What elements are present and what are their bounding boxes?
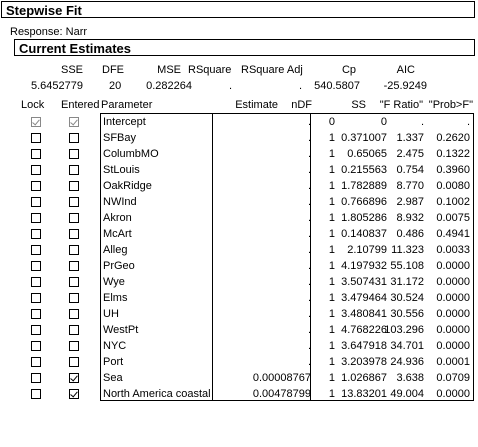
estimate-cell: . xyxy=(307,164,311,176)
ndf-cell: 1 xyxy=(328,292,335,304)
entered-checkbox[interactable] xyxy=(69,213,79,223)
fratio-cell: 31.172 xyxy=(390,276,424,288)
entered-checkbox[interactable] xyxy=(69,309,79,319)
prob-cell: 0.3960 xyxy=(436,164,470,176)
table-row xyxy=(101,242,473,258)
table-row xyxy=(101,162,473,178)
lock-checkbox xyxy=(31,117,41,127)
parameter-cell: North America coastal xyxy=(103,388,211,400)
parameter-cell: UH xyxy=(103,308,119,320)
estimate-cell: . xyxy=(307,132,311,144)
prob-cell: 0.0000 xyxy=(436,340,470,352)
sse-value: 5.6452779 xyxy=(31,80,83,92)
estimate-cell: . xyxy=(307,356,311,368)
lock-checkbox[interactable] xyxy=(31,373,41,383)
estimate-cell: . xyxy=(307,324,311,336)
estimate-cell: . xyxy=(307,244,311,256)
table-row xyxy=(101,354,473,370)
parameter-cell: OakRidge xyxy=(103,180,152,192)
entered-checkbox[interactable] xyxy=(69,181,79,191)
ndf-cell: 1 xyxy=(328,308,335,320)
ss-cell: 1.782889 xyxy=(341,180,387,192)
table-row xyxy=(101,178,473,194)
prob-cell: 0.0001 xyxy=(436,356,470,368)
parameter-cell: PrGeo xyxy=(103,260,135,272)
table-row xyxy=(101,194,473,210)
entered-checkbox[interactable] xyxy=(69,373,79,383)
parameter-cell: WestPt xyxy=(103,324,139,336)
prob-cell: 0.1002 xyxy=(436,196,470,208)
parameter-cell: Intercept xyxy=(103,116,146,128)
ss-cell: 0.140837 xyxy=(341,228,387,240)
fratio-cell: 2.475 xyxy=(396,148,424,160)
response-label: Response: Narr xyxy=(10,26,88,38)
ss-cell: 1.805286 xyxy=(341,212,387,224)
prob-cell: 0.0075 xyxy=(436,212,470,224)
parameter-cell: Sea xyxy=(103,372,123,384)
fratio-cell: 8.770 xyxy=(396,180,424,192)
ss-cell: 0.65065 xyxy=(347,148,387,160)
lock-checkbox[interactable] xyxy=(31,277,41,287)
table-row xyxy=(101,338,473,354)
ss-cell: 3.507431 xyxy=(341,276,387,288)
prob-cell: 0.0709 xyxy=(436,372,470,384)
sse-header: SSE xyxy=(60,64,83,76)
prob-column-header: "Prob>F" xyxy=(428,99,473,111)
fratio-cell: 49.004 xyxy=(390,388,424,400)
current-estimates-header[interactable]: Current Estimates xyxy=(14,39,475,56)
prob-cell: 0.0000 xyxy=(436,292,470,304)
prob-cell: 0.0000 xyxy=(436,276,470,288)
fratio-cell: 2.987 xyxy=(396,196,424,208)
fratio-cell: 0.486 xyxy=(396,228,424,240)
parameter-cell: SFBay xyxy=(103,132,137,144)
estimate-cell: . xyxy=(307,260,311,272)
ndf-column-header: nDF xyxy=(291,99,312,111)
ss-cell: 3.479464 xyxy=(341,292,387,304)
table-row xyxy=(101,146,473,162)
ndf-cell: 1 xyxy=(328,164,335,176)
ss-cell: 0 xyxy=(380,116,387,128)
fratio-cell: 55.108 xyxy=(390,260,424,272)
lock-checkbox[interactable] xyxy=(31,165,41,175)
entered-checkbox[interactable] xyxy=(69,245,79,255)
fratio-cell: 8.932 xyxy=(396,212,424,224)
prob-cell: 0.1322 xyxy=(436,148,470,160)
parameter-column-header: Parameter xyxy=(101,99,153,111)
table-row xyxy=(101,290,473,306)
fratio-cell: 30.556 xyxy=(390,308,424,320)
estimate-cell: 0.00008767 xyxy=(252,372,311,384)
entered-checkbox[interactable] xyxy=(69,277,79,287)
lock-checkbox[interactable] xyxy=(31,309,41,319)
fratio-cell: 34.701 xyxy=(390,340,424,352)
lock-column-header: Lock xyxy=(21,99,45,111)
prob-cell: 0.2620 xyxy=(436,132,470,144)
ndf-cell: 1 xyxy=(328,132,335,144)
entered-checkbox xyxy=(69,117,79,127)
ss-cell: 1.026867 xyxy=(341,372,387,384)
entered-checkbox[interactable] xyxy=(69,197,79,207)
entered-checkbox[interactable] xyxy=(69,149,79,159)
lock-checkbox[interactable] xyxy=(31,181,41,191)
entered-checkbox[interactable] xyxy=(69,229,79,239)
ndf-cell: 1 xyxy=(328,212,335,224)
lock-checkbox[interactable] xyxy=(31,357,41,367)
table-row xyxy=(101,370,473,386)
lock-checkbox[interactable] xyxy=(31,245,41,255)
table-row xyxy=(101,226,473,242)
table-row xyxy=(101,258,473,274)
fratio-cell: 30.524 xyxy=(390,292,424,304)
parameter-cell: Wye xyxy=(103,276,125,288)
estimate-column-header: Estimate xyxy=(235,99,278,111)
entered-column-header: Entered xyxy=(61,99,100,111)
parameter-cell: StLouis xyxy=(103,164,140,176)
ss-cell: 4.768226 xyxy=(341,324,387,336)
parameter-cell: NYC xyxy=(103,340,127,352)
fratio-cell: 1.337 xyxy=(396,132,424,144)
lock-checkbox[interactable] xyxy=(31,133,41,143)
fratio-cell: 3.638 xyxy=(396,372,424,384)
table-row xyxy=(101,386,473,402)
entered-checkbox[interactable] xyxy=(69,133,79,143)
ss-cell: 4.197932 xyxy=(341,260,387,272)
fratio-column-header: "F Ratio" xyxy=(379,99,423,111)
table-row xyxy=(101,306,473,322)
prob-cell: 0.0000 xyxy=(436,388,470,400)
lock-checkbox[interactable] xyxy=(31,213,41,223)
mse-header: MSE xyxy=(157,64,181,76)
entered-checkbox[interactable] xyxy=(69,165,79,175)
lock-checkbox[interactable] xyxy=(31,389,41,399)
prob-cell: 0.4941 xyxy=(436,228,470,240)
fratio-cell: 11.323 xyxy=(391,244,424,256)
entered-checkbox[interactable] xyxy=(69,357,79,367)
prob-cell: 0.0080 xyxy=(436,180,470,192)
ndf-cell: 1 xyxy=(328,340,335,352)
estimate-cell: . xyxy=(307,212,311,224)
lock-checkbox[interactable] xyxy=(31,261,41,271)
ndf-cell: 0 xyxy=(328,116,335,128)
ndf-cell: 1 xyxy=(328,260,335,272)
ss-cell: 0.215563 xyxy=(341,164,387,176)
prob-cell: 0.0033 xyxy=(436,244,470,256)
parameter-cell: NWInd xyxy=(103,196,137,208)
ss-cell: 0.766896 xyxy=(341,196,387,208)
ndf-cell: 1 xyxy=(328,228,335,240)
parameter-cell: McArt xyxy=(103,228,132,240)
ss-column-header: SS xyxy=(351,99,366,111)
fratio-cell: 0.754 xyxy=(396,164,424,176)
rsquare-value: . xyxy=(229,80,233,92)
entered-checkbox[interactable] xyxy=(69,325,79,335)
ndf-cell: 1 xyxy=(328,276,335,288)
lock-checkbox[interactable] xyxy=(31,197,41,207)
estimate-cell: . xyxy=(307,308,311,320)
estimates-table xyxy=(100,113,474,401)
entered-checkbox[interactable] xyxy=(69,341,79,351)
estimate-cell: . xyxy=(307,196,311,208)
ndf-cell: 1 xyxy=(328,372,335,384)
entered-checkbox[interactable] xyxy=(69,293,79,303)
dfe-header: DFE xyxy=(102,64,124,76)
ss-cell: 0.371007 xyxy=(341,132,387,144)
estimate-cell: . xyxy=(307,180,311,192)
report-title[interactable]: Stepwise Fit xyxy=(1,1,475,18)
estimate-cell: . xyxy=(307,228,311,240)
prob-cell: 0.0000 xyxy=(436,324,470,336)
prob-cell: 0.0000 xyxy=(436,260,470,272)
ss-cell: 3.480841 xyxy=(341,308,387,320)
lock-checkbox[interactable] xyxy=(31,149,41,159)
rsquare-adj-value: . xyxy=(299,80,303,92)
table-row xyxy=(101,130,473,146)
dfe-value: 20 xyxy=(109,80,122,92)
ndf-cell: 1 xyxy=(328,180,335,192)
table-row xyxy=(101,210,473,226)
parameter-cell: ColumbMO xyxy=(103,148,159,160)
rsquare-adj-header: RSquare Adj xyxy=(241,64,303,76)
parameter-cell: Akron xyxy=(103,212,132,224)
ndf-cell: 1 xyxy=(328,244,335,256)
parameter-cell: Alleg xyxy=(103,244,128,256)
aic-header: AIC xyxy=(396,64,415,76)
fratio-cell: 103.296 xyxy=(384,324,424,336)
prob-cell: 0.0000 xyxy=(436,308,470,320)
fratio-cell: . xyxy=(420,116,424,128)
table-row xyxy=(101,114,473,130)
table-row xyxy=(101,274,473,290)
ss-cell: 13.83201 xyxy=(341,388,387,400)
estimate-cell: . xyxy=(307,116,311,128)
estimate-cell: . xyxy=(307,292,311,304)
ndf-cell: 1 xyxy=(328,388,335,400)
ndf-cell: 1 xyxy=(328,356,335,368)
lock-checkbox[interactable] xyxy=(31,229,41,239)
estimate-cell: . xyxy=(307,276,311,288)
mse-value: 0.282264 xyxy=(146,80,192,92)
prob-cell: . xyxy=(466,116,470,128)
ss-cell: 2.10799 xyxy=(347,244,387,256)
parameter-cell: Port xyxy=(103,356,124,368)
ss-cell: 3.203978 xyxy=(341,356,387,368)
lock-checkbox[interactable] xyxy=(31,341,41,351)
aic-value: -25.9249 xyxy=(383,80,427,92)
cp-header: Cp xyxy=(341,64,356,76)
fratio-cell: 24.936 xyxy=(390,356,424,368)
ndf-cell: 1 xyxy=(328,148,335,160)
table-row xyxy=(101,322,473,338)
ss-cell: 3.647918 xyxy=(341,340,387,352)
lock-checkbox[interactable] xyxy=(31,325,41,335)
entered-checkbox[interactable] xyxy=(69,389,79,399)
ndf-cell: 1 xyxy=(328,324,335,336)
lock-checkbox[interactable] xyxy=(31,293,41,303)
entered-checkbox[interactable] xyxy=(69,261,79,271)
ndf-cell: 1 xyxy=(328,196,335,208)
estimate-cell: . xyxy=(307,148,311,160)
parameter-cell: Elms xyxy=(103,292,128,304)
cp-value: 540.5807 xyxy=(314,80,360,92)
estimate-cell: 0.00478799 xyxy=(252,388,311,400)
rsquare-header: RSquare xyxy=(188,64,232,76)
estimate-cell: . xyxy=(307,340,311,352)
